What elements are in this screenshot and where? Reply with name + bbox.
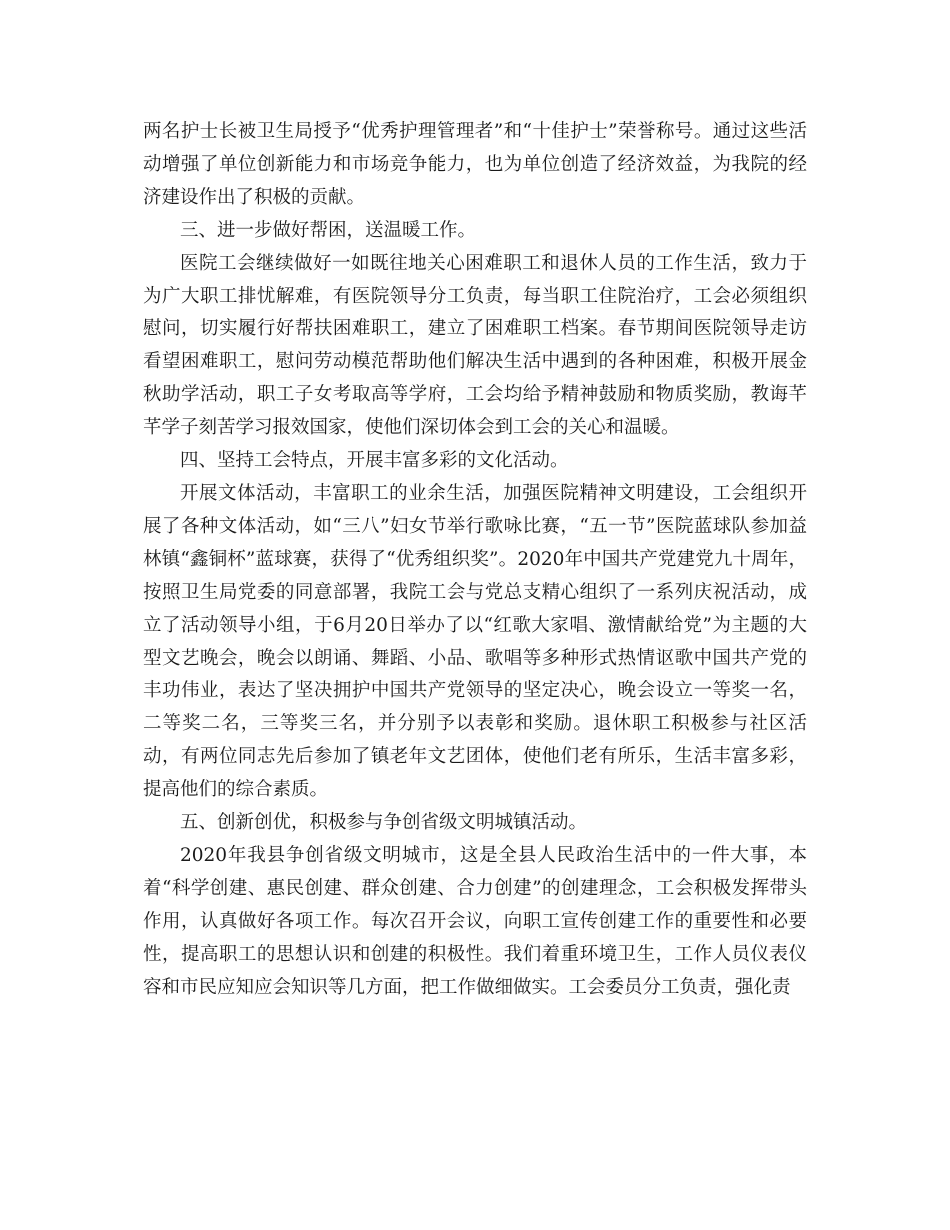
body-paragraph: 医院工会继续做好一如既往地关心困难职工和退休人员的工作生活，致力于为广大职工排忧解难，有医院领导分工负责，每当职工住院治疗，工会必须组织慰问，切实履行好帮扶困难职工，建立了困难职工档案。春节期间医院领导走访看望困难职工，慰问劳动模范帮助他们解决生活中遇到的各种困难，积极开展金秋助学活动，职工子女考取高等学府，工会均给予精神鼓励和物质奖励，教诲芊芊学子刻苦学习报效国家，使他们深切体会到工会的关心和温暖。 [143, 252, 807, 439]
section-heading-three: 三、进一步做好帮困，送温暖工作。 [180, 219, 477, 241]
body-paragraph: 两名护士长被卫生局授予“优秀护理管理者”和“十佳护士”荣誉称号。通过这些活动增强了单位创新能力和市场竞争能力，也为单位创造了经济效益，为我院的经济建设作出了积极的贡献。 [143, 121, 807, 208]
section-heading-four: 四、坚持工会特点，开展丰富多彩的文化活动。 [180, 450, 569, 472]
body-paragraph: 2020年我县争创省级文明城市，这是全县人民政治生活中的一件大事，本着“科学创建、惠民创建、群众创建、合力创建”的创建理念，工会积极发挥带头作用，认真做好各项工作。每次召开会议，向职工宣传创建工作的重要性和必要性，提高职工的思想认识和创建的积极性。我们着重环境卫生，工作人员仪表仪容和市民应知应会知识等几方面，把工作做细做实。工会委员分工负责，强化责 [143, 844, 807, 998]
section-heading-five: 五、创新创优，积极参与争创省级文明城镇活动。 [180, 812, 588, 834]
body-paragraph: 开展文体活动，丰富职工的业余生活，加强医院精神文明建设，工会组织开展了各种文体活动，如“三八”妇女节举行歌咏比赛，“五一节”医院蓝球队参加益林镇“鑫铜杯”蓝球赛，获得了“优秀组织奖”。2020年中国共产党建党九十周年，按照卫生局党委的同意部署，我院工会与党总支精心组织了一系列庆祝活动，成立了活动领导小组，于6月20日举办了以“红歌大家唱、激情献给党”为主题的大型文艺晚会，晚会以朗诵、舞蹈、小品、歌唱等多种形式热情讴歌中国共产党的丰功伟业，表达了坚决拥护中国共产党领导的坚定决心，晚会设立一等奖一名，二等奖二名，三等奖三名，并分别予以表彰和奖励。退休职工积极参与社区活动，有两位同志先后参加了镇老年文艺团体，使他们老有所乐，生活丰富多彩，提高他们的综合素质。 [143, 482, 807, 801]
document-body [143, 116, 807, 1004]
